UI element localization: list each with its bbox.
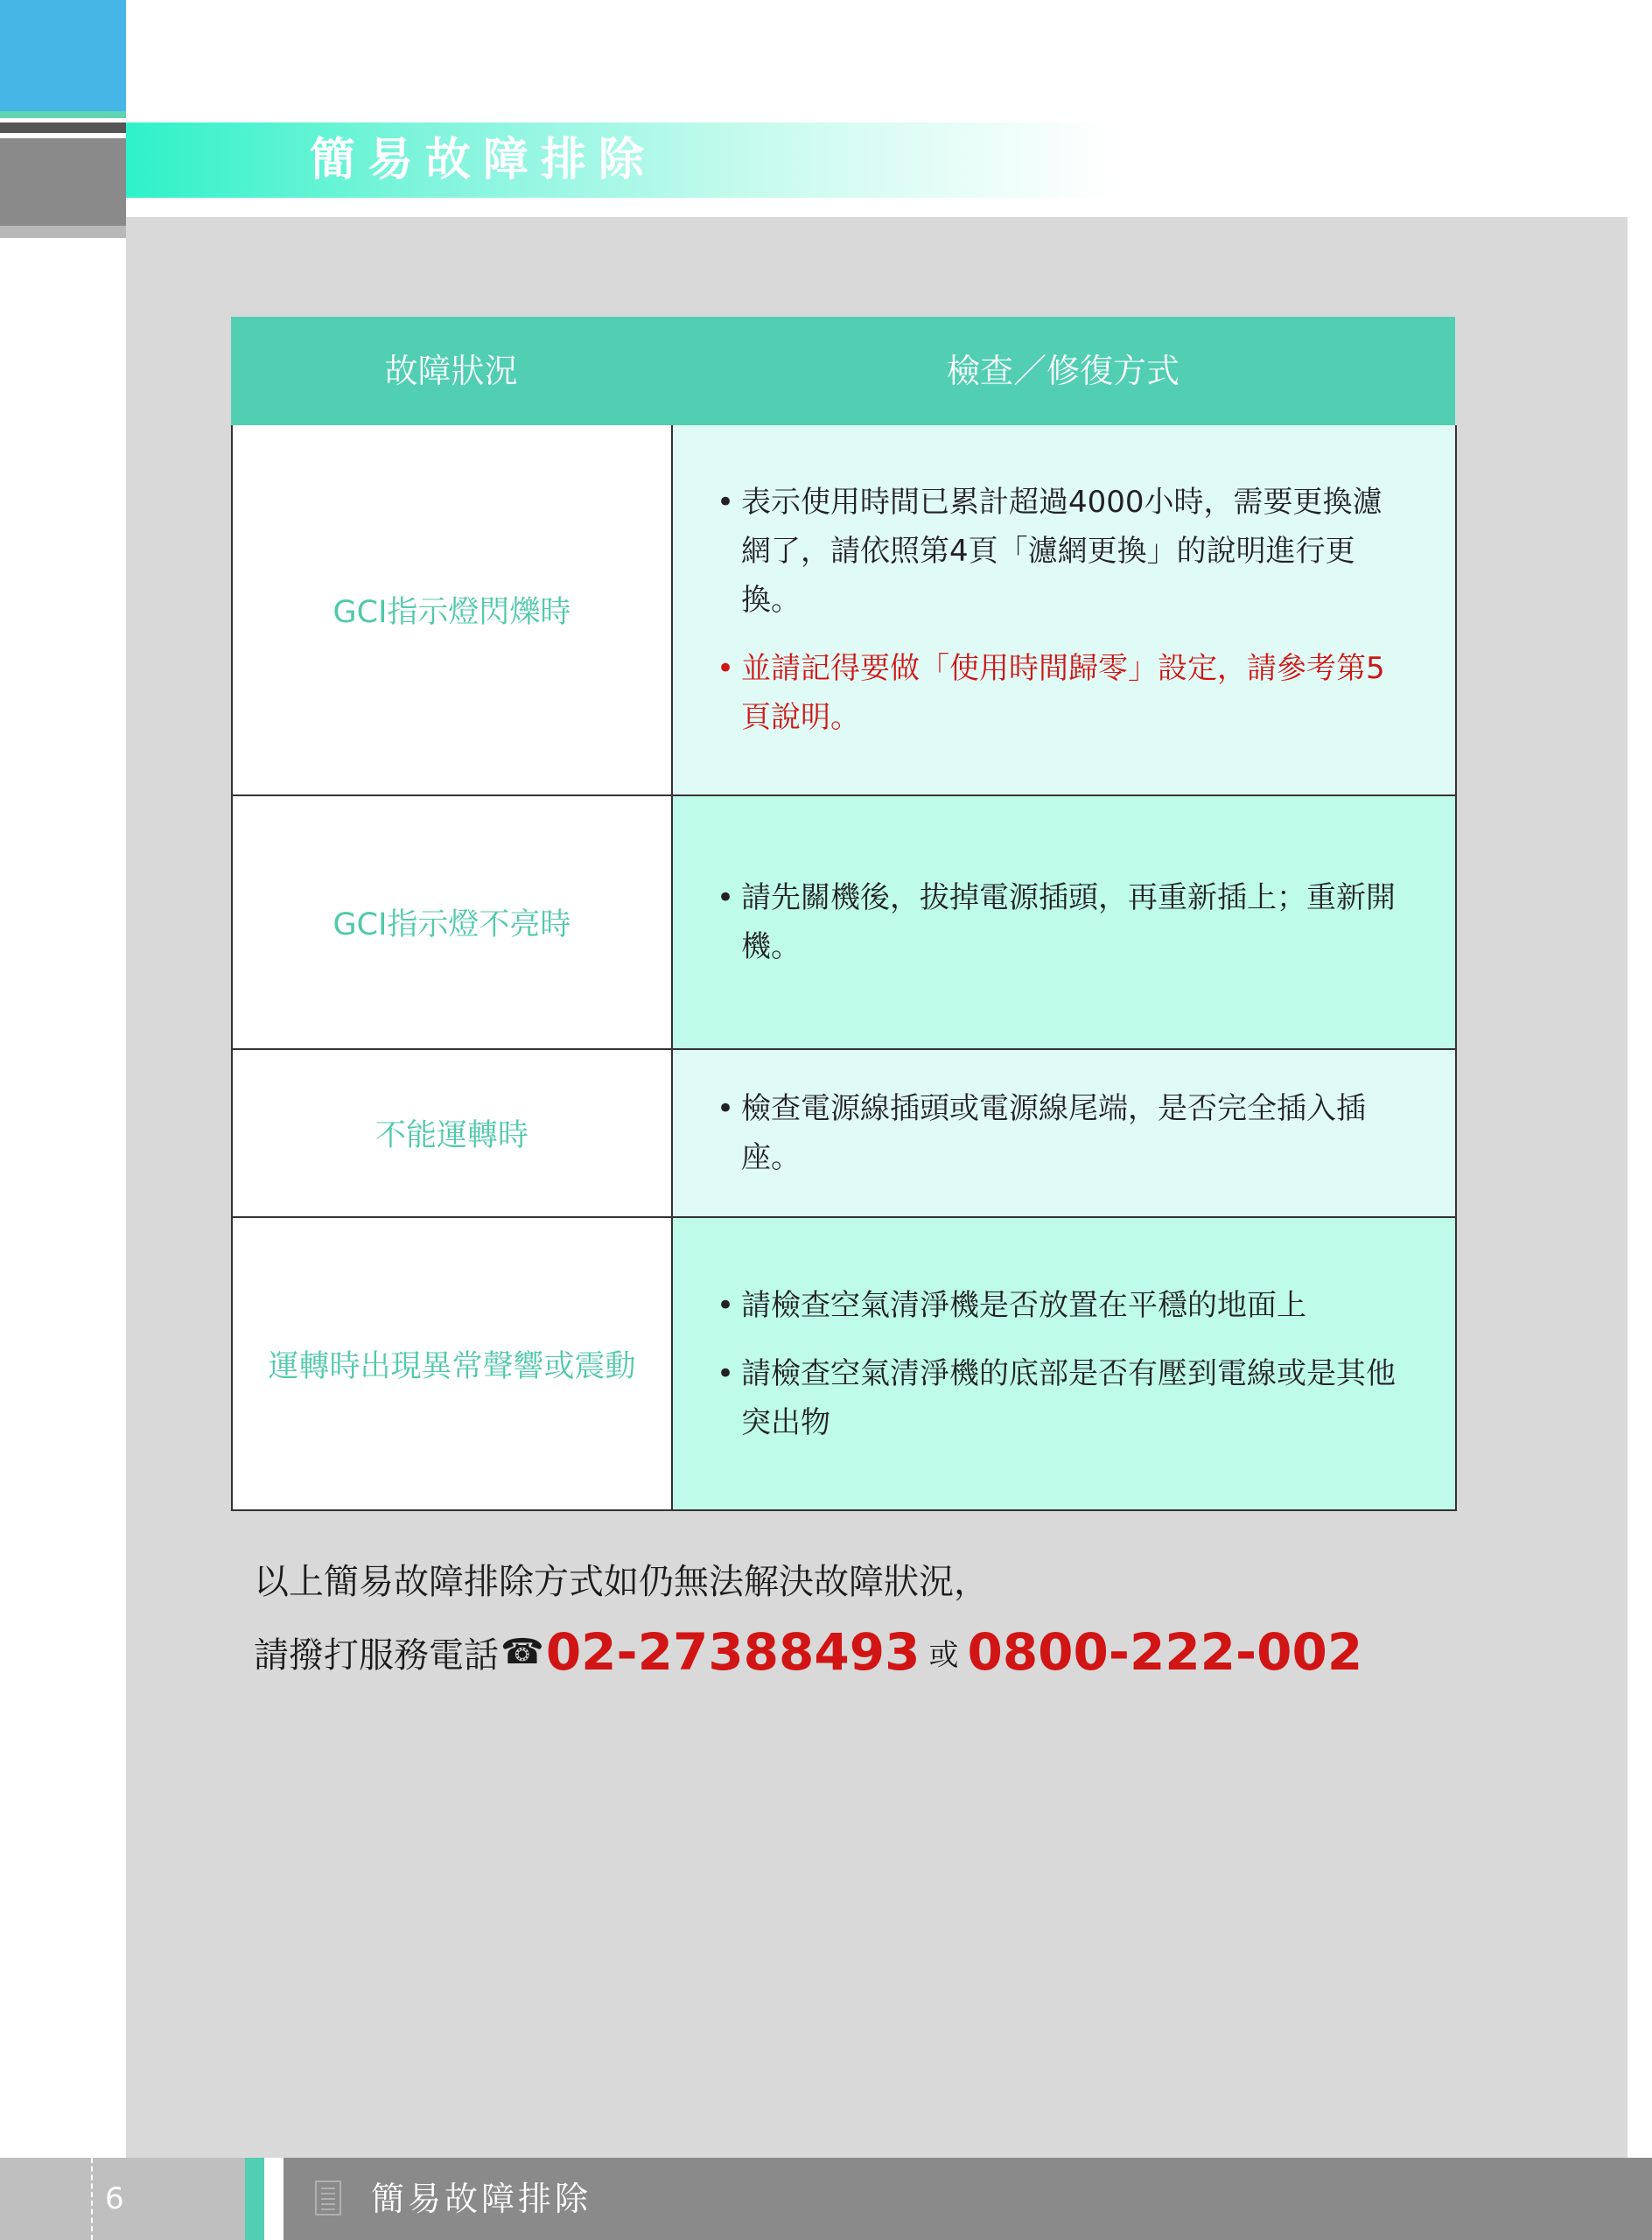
telephone-icon: ☎ [500, 1632, 544, 1672]
left-accent-lightgray [0, 226, 126, 238]
header-issue: 故障狀況 [384, 352, 518, 390]
fix-item: • 檢查電源線插頭或電源線尾端，是否完全插入插座。 [717, 1084, 1403, 1182]
issue-cell: GCI指示燈閃爍時 [233, 425, 673, 794]
table-header [231, 317, 1455, 425]
left-accent-dark [0, 122, 126, 133]
contact-label: 請撥打服務電話 [254, 1634, 499, 1676]
fix-cell [673, 425, 1455, 794]
phone-number-1[interactable]: 02-27388493 [545, 1622, 920, 1682]
contact-note: 以上簡易故障排除方式如仍無法解決故障狀況， [254, 1562, 989, 1602]
fix-item-warning: • 並請記得要做「使用時間歸零」設定，請參考第5頁說明。 [717, 644, 1403, 742]
fix-item: • 請檢查空氣清淨機是否放置在平穩的地面上 [717, 1281, 1403, 1330]
fix-cell [673, 796, 1455, 1048]
footer-gap [264, 2158, 284, 2240]
contact-line [254, 1617, 1362, 1687]
left-accent-green [0, 111, 126, 118]
table-row [231, 425, 1457, 796]
table-row [231, 796, 1457, 1050]
issue-cell: 不能運轉時 [233, 1050, 673, 1216]
footer-accent [245, 2158, 264, 2240]
phone-number-2[interactable]: 0800-222-002 [967, 1622, 1363, 1682]
header-banner [126, 122, 1115, 198]
footer-bar [284, 2158, 1652, 2240]
page-number: 6 [105, 2181, 124, 2216]
fix-item: • 請先關機後，拔掉電源插頭，再重新插上；重新開機。 [717, 873, 1403, 971]
page-title: 簡易故障排除 [310, 134, 657, 186]
header-fix: 檢查／修復方式 [946, 352, 1180, 390]
document-icon [315, 2180, 341, 2216]
left-accent-gray [0, 138, 126, 226]
left-accent-blue [0, 0, 126, 111]
fix-cell [673, 1050, 1455, 1216]
table-row [231, 1050, 1457, 1218]
issue-cell: 運轉時出現異常聲響或震動 [233, 1218, 673, 1509]
table-row [231, 1218, 1457, 1511]
fix-item: • 表示使用時間已累計超過4000小時，需要更換濾網了，請依照第4頁「濾網更換」的說明進行更換。 [717, 478, 1403, 625]
footer-title: 簡易故障排除 [371, 2180, 592, 2218]
fix-cell [673, 1218, 1455, 1509]
footer-divider [91, 2158, 93, 2240]
issue-cell: GCI指示燈不亮時 [233, 796, 673, 1048]
fix-item: • 請檢查空氣清淨機的底部是否有壓到電線或是其他突出物 [717, 1349, 1403, 1447]
or-text: 或 [928, 1637, 959, 1673]
